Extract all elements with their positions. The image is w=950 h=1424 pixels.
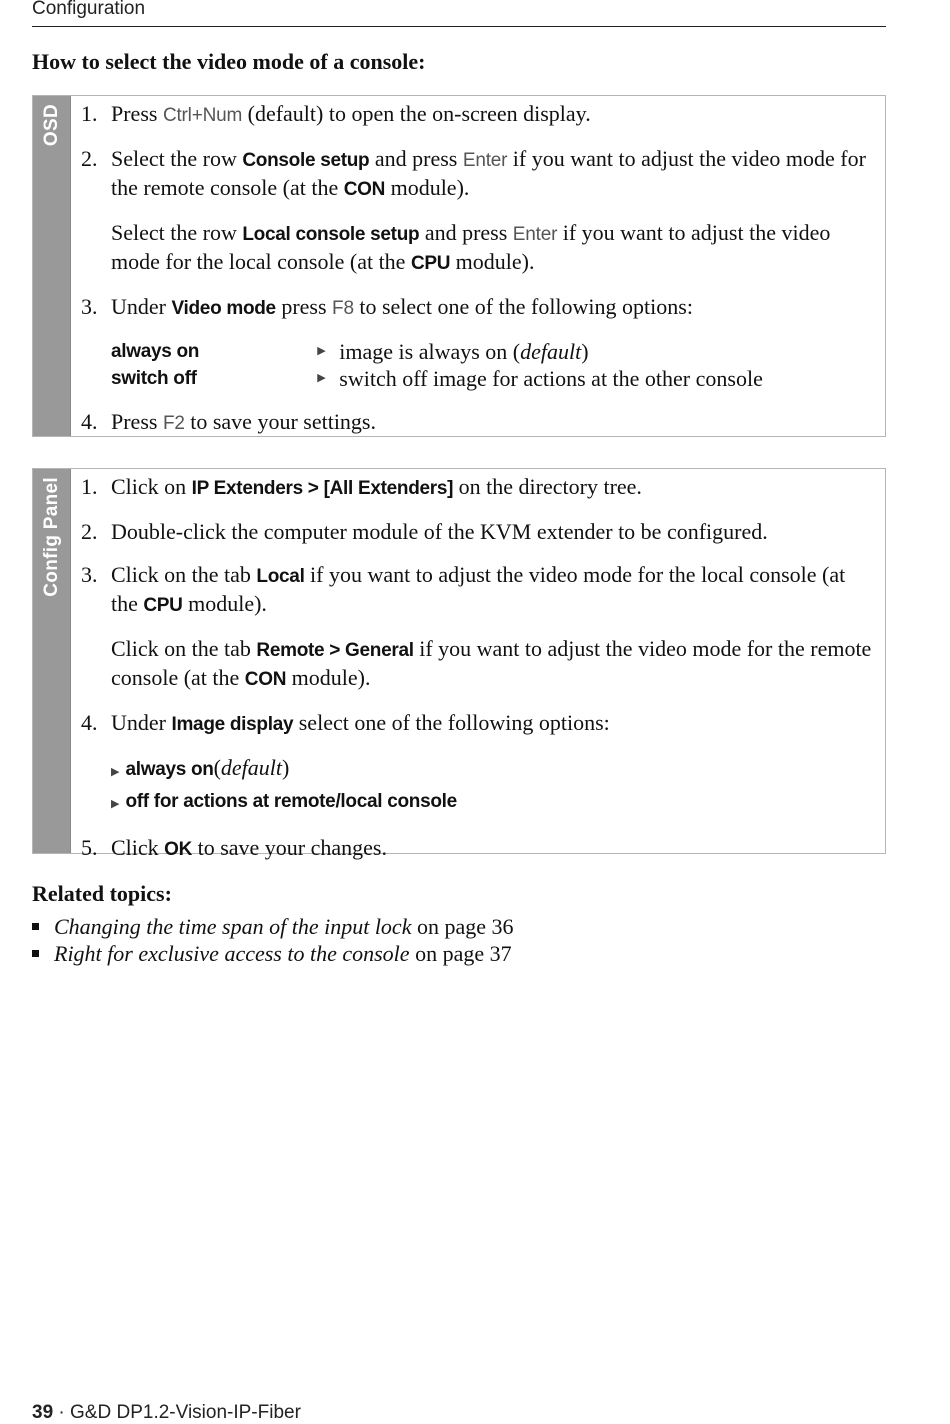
step-text: Under (111, 294, 172, 319)
step-text: if you want to adjust the video mode for the remote console (at the (111, 146, 866, 200)
option-text: ) (282, 755, 290, 780)
step-text: Press (111, 409, 163, 434)
related-topic-link[interactable]: Changing the time span of the input lock (54, 914, 412, 939)
key-enter: Enter (462, 150, 508, 171)
related-topics-list (32, 913, 514, 967)
ui-cpu: CPU (410, 253, 451, 274)
option-description (339, 338, 875, 365)
osd-step-3 (81, 293, 875, 392)
ui-ok-button-ref: OK (164, 839, 193, 860)
osd-step-1 (81, 100, 875, 129)
square-bullet-icon (32, 923, 39, 930)
step-paragraph (111, 709, 875, 738)
step-text: module). (182, 591, 267, 616)
osd-instructions-box (32, 95, 886, 437)
step-text: and press (419, 220, 513, 245)
config-step-2 (81, 518, 875, 545)
ui-image-display: Image display (171, 714, 294, 735)
step-paragraph (111, 293, 875, 322)
page-reference: on page 36 (411, 914, 514, 939)
step-text: press (275, 294, 333, 319)
step-paragraph (111, 635, 875, 693)
arrow-right-icon: ▶ (317, 372, 326, 384)
list-item (111, 754, 875, 786)
key-ctrl-num: Ctrl+Num (162, 105, 243, 126)
ui-video-mode: Video mode (171, 298, 276, 319)
option-name: off for actions at remote/local console (125, 791, 457, 812)
config-step-5 (81, 834, 875, 863)
step-number: 4. (81, 710, 98, 735)
option-name: always on (111, 341, 200, 362)
config-step-4 (81, 709, 875, 818)
step-number: 3. (81, 562, 98, 587)
step-text: Press (111, 101, 163, 126)
ui-ip-extenders: IP Extenders > [All Extenders] (191, 478, 454, 499)
step-number: 2. (81, 146, 98, 171)
step-paragraph (111, 561, 875, 619)
config-step-1 (81, 473, 875, 502)
step-number: 2. (81, 519, 98, 544)
osd-step-2 (81, 145, 875, 277)
option-description: switch off image for actions at the other console (339, 366, 763, 391)
default-marker: default (520, 339, 582, 364)
page-number: 39 (32, 1402, 54, 1423)
step-text: Select the row (111, 146, 243, 171)
step-number: 1. (81, 474, 98, 499)
step-text: module). (286, 665, 371, 690)
arrow-right-icon: ▶ (111, 798, 120, 810)
step-text: Click (111, 835, 165, 860)
option-name: always on (125, 759, 214, 780)
step-text: if you want to adjust the video mode for the local console (at the (111, 562, 846, 616)
arrow-right-icon: ▶ (317, 345, 326, 357)
related-topics-heading: Related topics: (32, 881, 172, 906)
step-text: to select one of the following options: (353, 294, 693, 319)
ui-con: CON (244, 669, 287, 690)
key-enter: Enter (512, 224, 558, 245)
step-text: if you want to adjust the video mode for the remote console (at the (111, 636, 872, 690)
ui-cpu: CPU (143, 595, 183, 616)
step-text: Click on (111, 474, 192, 499)
step-text: Double-click the computer module of the KVM extender to be configured. (111, 519, 768, 544)
step-number: 4. (81, 409, 98, 434)
option-text: ) (581, 339, 589, 364)
step-number: 5. (81, 835, 98, 860)
step-text: to save your changes. (192, 835, 387, 860)
config-panel-tab (33, 469, 71, 853)
key-f8: F8 (332, 298, 354, 319)
config-panel-instructions-box (32, 468, 886, 860)
step-text: to save your settings. (184, 409, 376, 434)
page-reference: on page 37 (409, 941, 512, 966)
step-text: module). (450, 249, 535, 274)
step-paragraph (111, 145, 875, 203)
osd-tab (33, 96, 71, 436)
step-text: Click on the tab (111, 562, 257, 587)
step-number: 3. (81, 294, 98, 319)
step-paragraph (111, 219, 875, 277)
ui-remote-general-tab: Remote > General (256, 640, 414, 661)
config-panel-tab-label: Config Panel (40, 477, 62, 597)
step-text: on the directory tree. (453, 474, 642, 499)
key-f2: F2 (162, 413, 185, 434)
ui-local-tab: Local (256, 566, 305, 587)
related-topic-link[interactable]: Right for exclusive access to the console (54, 941, 410, 966)
ui-local-console-setup: Local console setup (242, 224, 420, 245)
step-text: Click on the tab (111, 636, 257, 661)
osd-step-4 (81, 408, 875, 437)
step-text: if you want to adjust the video mode for the local console (at the (111, 220, 831, 274)
option-name: switch off (111, 368, 197, 389)
step-text: select one of the following options: (293, 710, 610, 735)
options-table (111, 338, 875, 392)
osd-steps (81, 100, 875, 453)
config-step-3 (81, 561, 875, 693)
step-text: Under (111, 710, 172, 735)
osd-tab-label: OSD (40, 104, 62, 147)
product-name: G&D DP1.2-Vision-IP-Fiber (70, 1402, 301, 1423)
page-heading: How to select the video mode of a console: (32, 49, 426, 74)
step-text: module). (385, 175, 470, 200)
options-list (111, 754, 875, 818)
config-steps (81, 473, 875, 879)
ui-con: CON (343, 179, 386, 200)
option-text: ( (213, 755, 221, 780)
default-marker: default (220, 755, 283, 780)
step-text: Select the row (111, 220, 243, 245)
page-footer (32, 1402, 301, 1424)
arrow-right-icon: ▶ (111, 766, 120, 778)
list-item (111, 786, 875, 818)
step-text: and press (369, 146, 463, 171)
related-topic-item[interactable] (32, 913, 514, 940)
step-number: 1. (81, 101, 98, 126)
related-topic-item[interactable] (32, 940, 514, 967)
footer-separator: · (53, 1402, 71, 1423)
step-text: (default) to open the on-screen display. (242, 101, 591, 126)
running-header (32, 0, 886, 27)
section-title: Configuration (32, 0, 146, 19)
ui-console-setup: Console setup (242, 150, 370, 171)
square-bullet-icon (32, 950, 39, 957)
option-text: image is always on ( (339, 339, 521, 364)
